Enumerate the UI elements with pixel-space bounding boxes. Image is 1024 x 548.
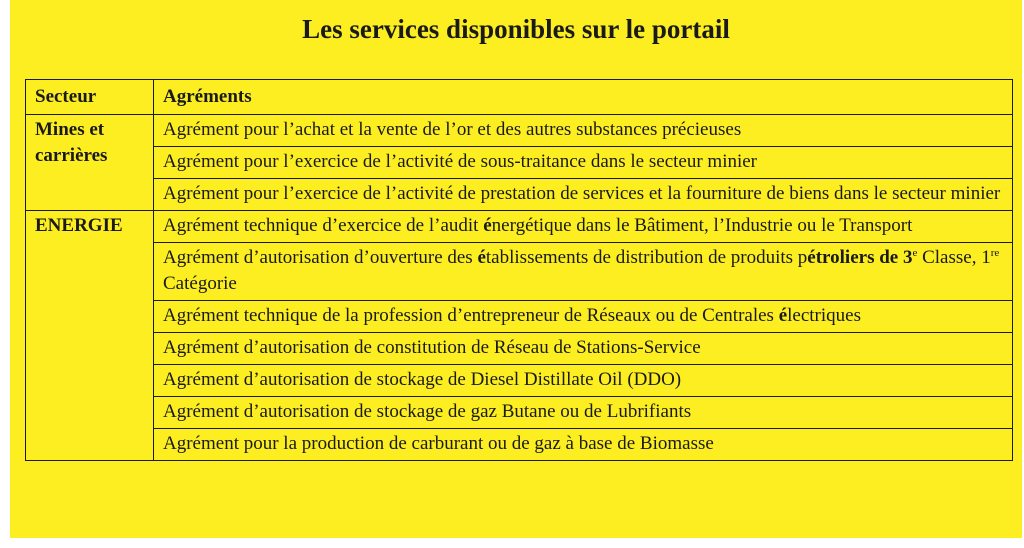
- agrement-text: Catégorie: [163, 273, 237, 294]
- agrement-cell: Agrément d’autorisation de stockage de Diesel Distillate Oil (DDO): [154, 365, 1013, 397]
- table-row: [26, 301, 1013, 333]
- page-title: Les services disponibles sur le portail: [302, 14, 730, 44]
- table-header-row: [26, 80, 1013, 115]
- sector-mines-line-2: carrières: [35, 145, 108, 166]
- agrement-bold-text: étroliers de 3: [807, 247, 913, 268]
- agrement-cell: [154, 243, 1013, 301]
- agrement-text: Agrément technique de la profession d’entrepreneur de Réseaux ou de Centrales: [163, 305, 779, 326]
- agrement-cell: Agrément pour l’exercice de l’activité de prestation de services et la fourniture de biens dans le secteur minier: [154, 179, 1013, 211]
- table-row: [26, 115, 1013, 147]
- yellow-panel: [10, 0, 1022, 538]
- sector-energie-cell: [26, 211, 154, 461]
- agrement-text: nergétique dans le Bâtiment, l’Industrie ou le Transport: [491, 215, 913, 236]
- sector-energie-line-1: ENERGIE: [35, 215, 123, 236]
- agrement-cell: Agrément pour l’achat et la vente de l’or et des autres substances précieuses: [154, 115, 1013, 147]
- agrement-cell: Agrément d’autorisation de stockage de gaz Butane ou de Lubrifiants: [154, 397, 1013, 429]
- header-secteur: Secteur: [26, 80, 154, 115]
- agrement-bold-text: é: [483, 215, 492, 236]
- superscript: re: [990, 247, 1000, 259]
- agrement-cell: Agrément d’autorisation de constitution de Réseau de Stations-Service: [154, 333, 1013, 365]
- services-table: [25, 79, 1013, 461]
- sector-mines-line-1: Mines et: [35, 119, 105, 140]
- superscript: e: [912, 247, 918, 259]
- table-row: [26, 147, 1013, 179]
- agrement-text: Classe, 1: [917, 247, 991, 268]
- agrement-cell: [154, 301, 1013, 333]
- sector-mines-cell: [26, 115, 154, 211]
- agrement-bold-text: é: [778, 305, 788, 326]
- table-row: [26, 243, 1013, 301]
- header-agrements: Agréments: [154, 80, 1013, 115]
- table-row: [26, 397, 1013, 429]
- agrement-cell: Agrément pour l’exercice de l’activité de sous-traitance dans le secteur minier: [154, 147, 1013, 179]
- table-row: [26, 429, 1013, 461]
- agrement-bold-text: é: [477, 247, 486, 268]
- table-row: [26, 179, 1013, 211]
- agrement-text: Agrément technique d’exercice de l’audit: [163, 215, 484, 236]
- agrement-text: tablissements de distribution de produits p: [485, 247, 808, 268]
- agrement-text: lectriques: [787, 305, 861, 326]
- table-row: [26, 333, 1013, 365]
- table-row: [26, 211, 1013, 243]
- agrement-text: Agrément d’autorisation d’ouverture des: [163, 247, 478, 268]
- table-row: [26, 365, 1013, 397]
- agrement-cell: [154, 211, 1013, 243]
- agrement-cell: Agrément pour la production de carburant ou de gaz à base de Biomasse: [154, 429, 1013, 461]
